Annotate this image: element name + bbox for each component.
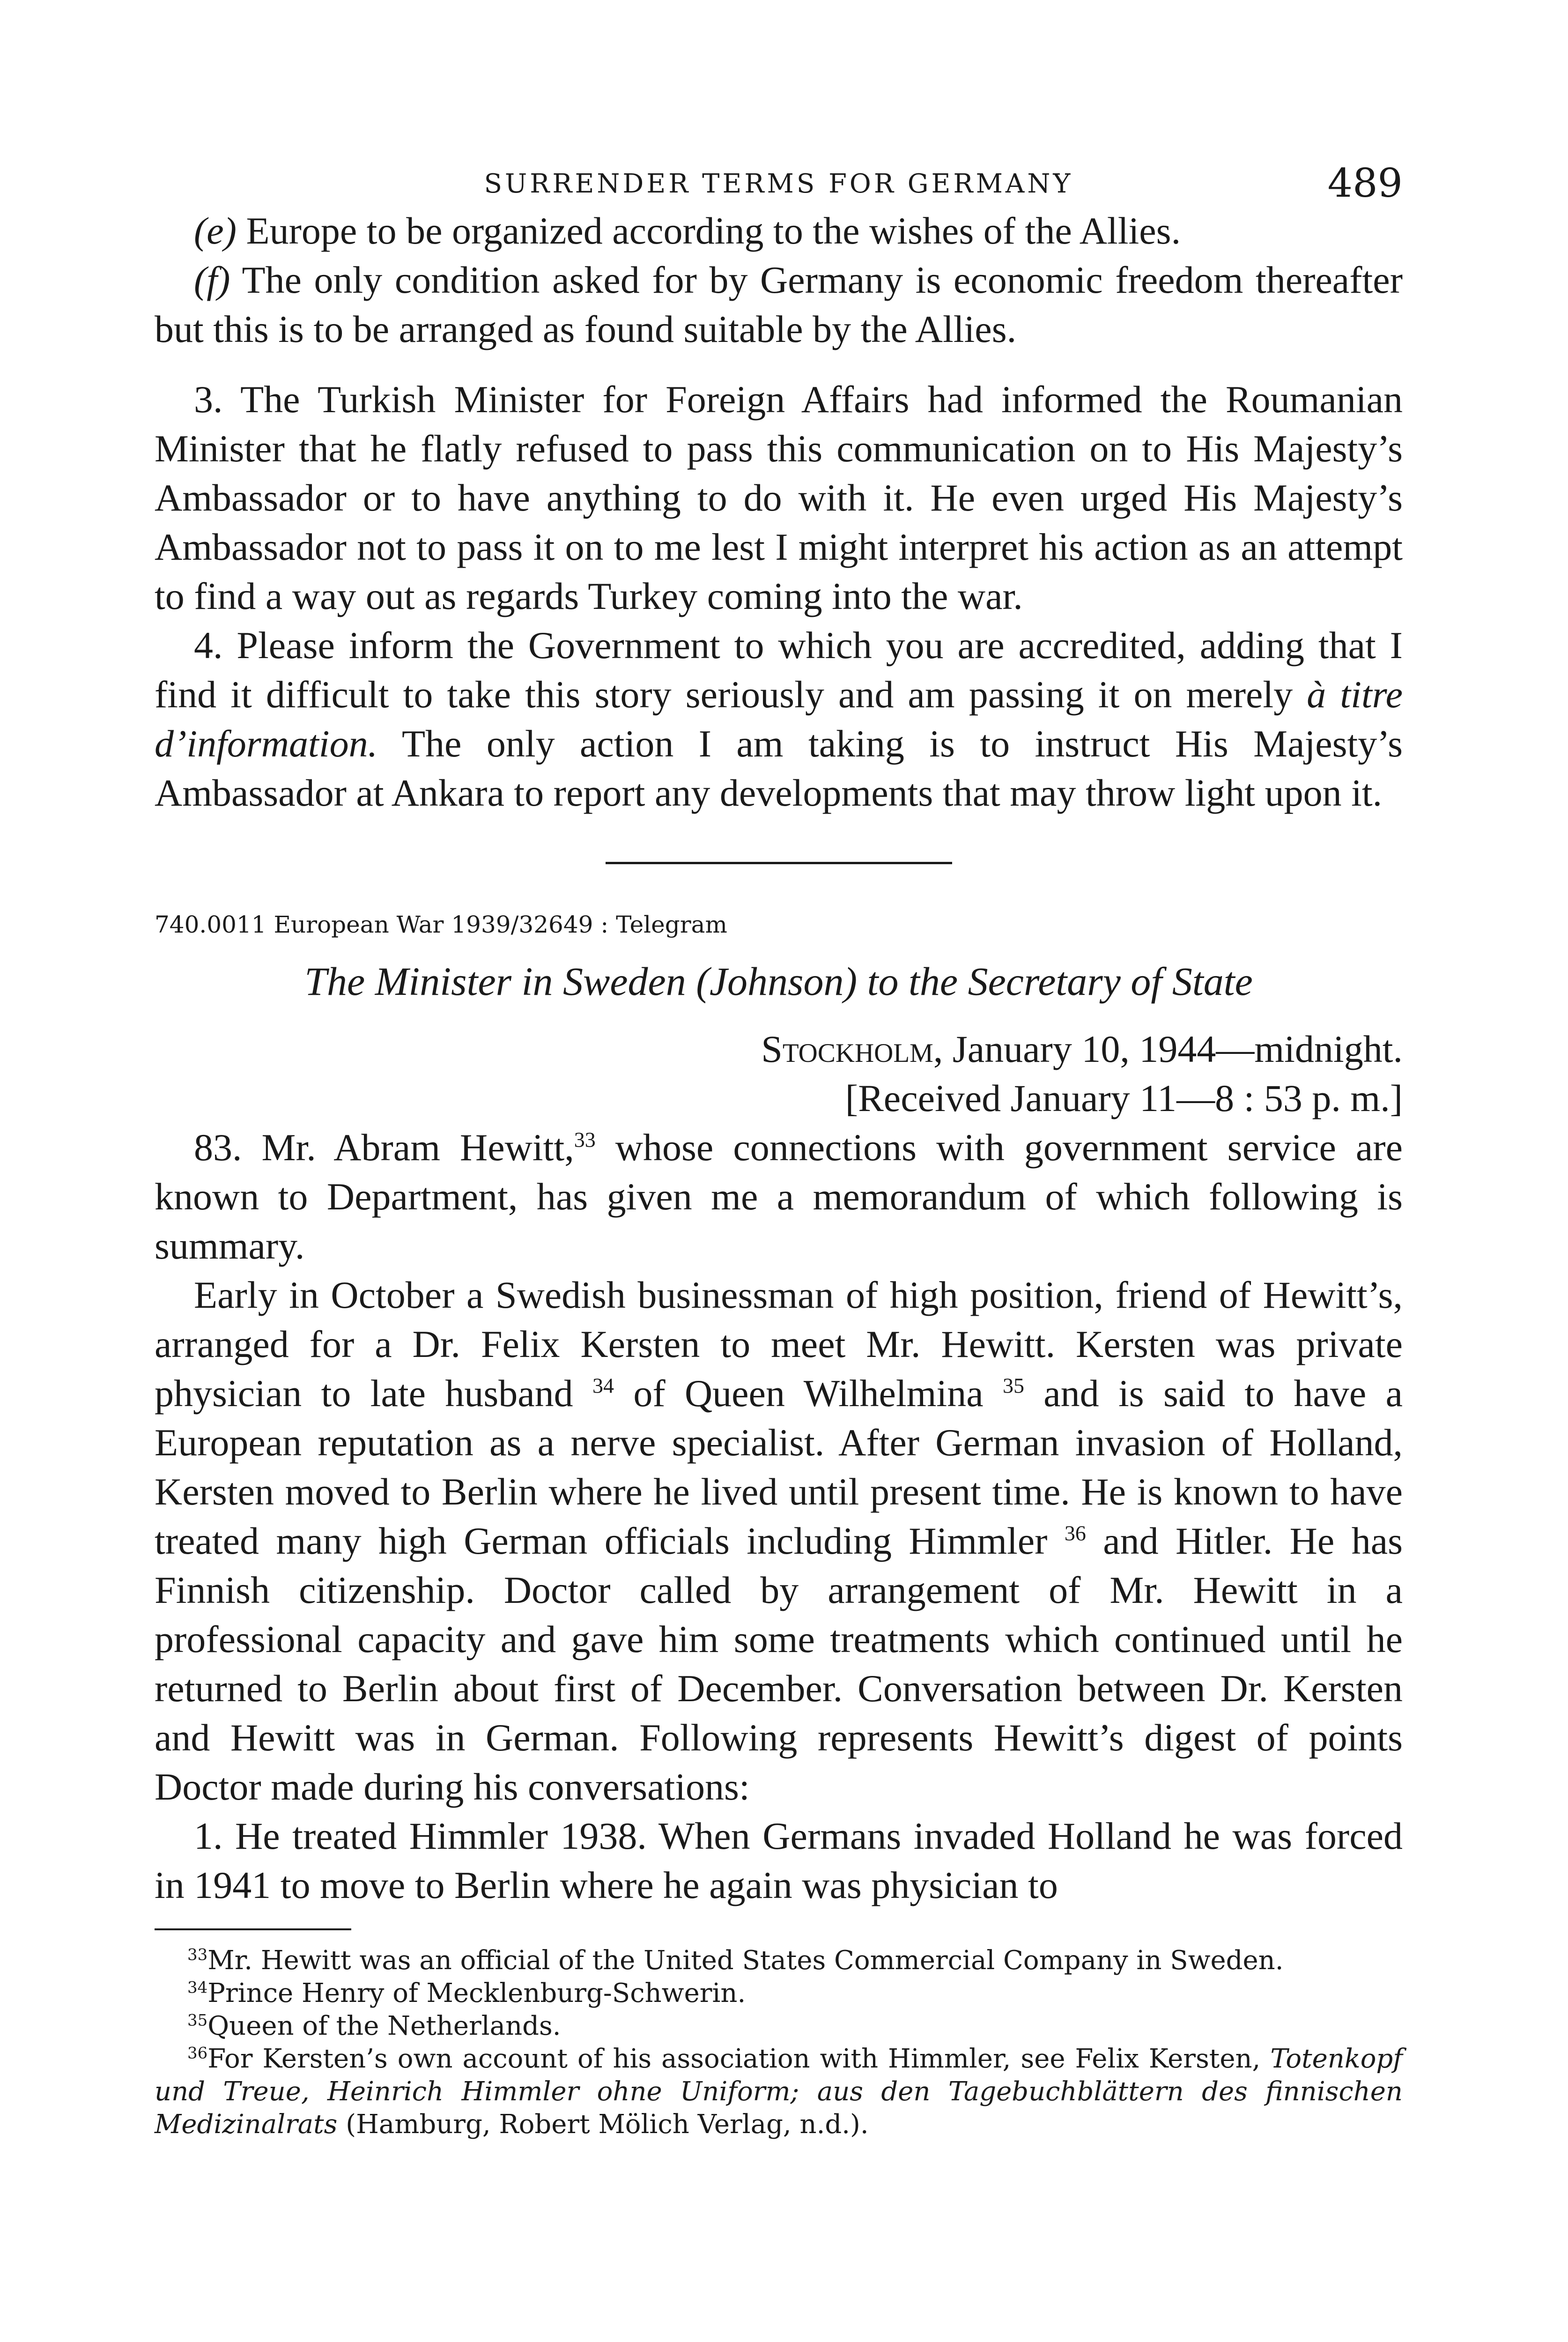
- paragraph-gap: [155, 354, 1403, 375]
- footnote-text: Prince Henry of Mecklenburg-Schwerin.: [207, 1978, 746, 2008]
- paragraph-early-c: and is said to have a European reputation as a nerve specialist. After German invasion of Holland, Kersten moved to Berlin where he lived until present time. He is known to have treated many high German officials including Himmler: [155, 1372, 1403, 1562]
- footnote-number: 33: [187, 1945, 208, 1964]
- item-e-text: Europe to be organized according to the wishes of the Allies.: [237, 209, 1181, 252]
- running-title: SURRENDER TERMS FOR GERMANY: [484, 169, 1073, 199]
- received-line: [Received January 11—8 : 53 p. m.]: [845, 1077, 1403, 1119]
- paragraph-3: 3. The Turkish Minister for Foreign Affairs had informed the Roumanian Minister that he flatly refused to pass this communication on to His Majesty’s Ambassador or to have anything to do with it. He even urged His Majesty’s Ambassador not to pass it on to me lest I might interpret his action as an attempt to find a way out as regards Turkey coming into the war.: [155, 378, 1403, 617]
- dateline-date: January 10, 1944—midnight.: [943, 1028, 1403, 1070]
- page-header: [155, 150, 1403, 206]
- footnote-ref-34: 34: [592, 1373, 614, 1398]
- paragraph-item-1: 1. He treated Himmler 1938. When Germans invaded Holland he was forced in 1941 to move to Berlin where he again was physician to: [155, 1815, 1403, 1906]
- paragraph-83: [155, 1123, 1403, 1270]
- paragraph-83-a: 83. Mr. Abram Hewitt,: [194, 1126, 574, 1169]
- file-reference: 740.0011 European War 1939/32649 : Telegram: [155, 911, 727, 938]
- paragraph-4: [155, 621, 1403, 817]
- footnote-divider: [155, 1928, 351, 1930]
- item-e: [155, 206, 1403, 255]
- footnote-34: [155, 1977, 1403, 2010]
- paragraph-early-october: [155, 1270, 1403, 1811]
- footnote-number: 35: [187, 2011, 208, 2030]
- item-f-text: The only condition asked for by Germany is economic freedom thereafter but this is to be arranged as found suitable by the Allies.: [155, 259, 1403, 350]
- footnote-number: 36: [187, 2044, 208, 2063]
- document-page: [155, 150, 1403, 2141]
- footnote-text-b: (Hamburg, Robert Mölich Verlag, n.d.).: [337, 2109, 869, 2140]
- footnote-ref-35: 35: [1002, 1373, 1024, 1398]
- footnote-text: Queen of the Netherlands.: [207, 2011, 561, 2041]
- footnotes: [155, 1944, 1403, 2141]
- paragraph-early-a: Early in October a Swedish businessman of high position, friend of Hewitt’s, arranged for a Dr. Felix Kersten to meet Mr. Hewitt. Kersten was private physician to late husband: [155, 1274, 1403, 1415]
- footnote-ref-36: 36: [1064, 1521, 1086, 1545]
- footnote-35: [155, 2010, 1403, 2043]
- footnote-33: [155, 1944, 1403, 1977]
- footnote-text: Mr. Hewitt was an official of the United States Commercial Company in Sweden.: [207, 1945, 1284, 1976]
- paragraph-4-italic: à titre d’information.: [155, 673, 1403, 765]
- footnote-text-a: For Kersten’s own account of his association with Himmler, see Felix Kersten,: [207, 2044, 1271, 2074]
- document-title: The Minister in Sweden (Johnson) to the Secretary of State: [304, 959, 1253, 1004]
- item-f: [155, 255, 1403, 354]
- footnote-number: 34: [187, 1978, 208, 1997]
- page-number: 489: [1327, 160, 1403, 206]
- paragraph-early-d: and Hitler. He has Finnish citizenship. Doctor called by arrangement of Mr. Hewitt in a professional capacity and gave him some treatments which continued until he returned to Berlin about first of December. Conversation between Dr. Kersten and Hewitt was in German. Following represents Hewitt’s digest of points Doctor made during his conversations:: [155, 1519, 1403, 1808]
- section-divider: [606, 862, 952, 864]
- paragraph-4-before: 4. Please inform the Government to which you are accredited, adding that I find it difficult to take this story seriously and am passing it on merely: [155, 624, 1403, 716]
- item-e-marker: (e): [194, 209, 237, 252]
- paragraph-early-b: of Queen Wilhelmina: [614, 1372, 1003, 1415]
- paragraph-83-b: whose connections with government service are known to Department, has given me a memorandum of which following is summary.: [155, 1126, 1403, 1267]
- footnote-book-title: Totenkopf und Treue, Heinrich Himmler ohne Uniform; aus den Tagebuchblättern des finnischen Medizinalrats: [155, 2044, 1403, 2140]
- dateline: [155, 1024, 1403, 1074]
- item-f-marker: (f): [194, 259, 230, 301]
- dateline-place: Stockholm,: [761, 1028, 943, 1070]
- paragraph-4-after: The only action I am taking is to instruct His Majesty’s Ambassador at Ankara to report any developments that may throw light upon it.: [155, 722, 1403, 814]
- footnote-36: [155, 2043, 1403, 2141]
- footnote-ref-33: 33: [574, 1127, 596, 1152]
